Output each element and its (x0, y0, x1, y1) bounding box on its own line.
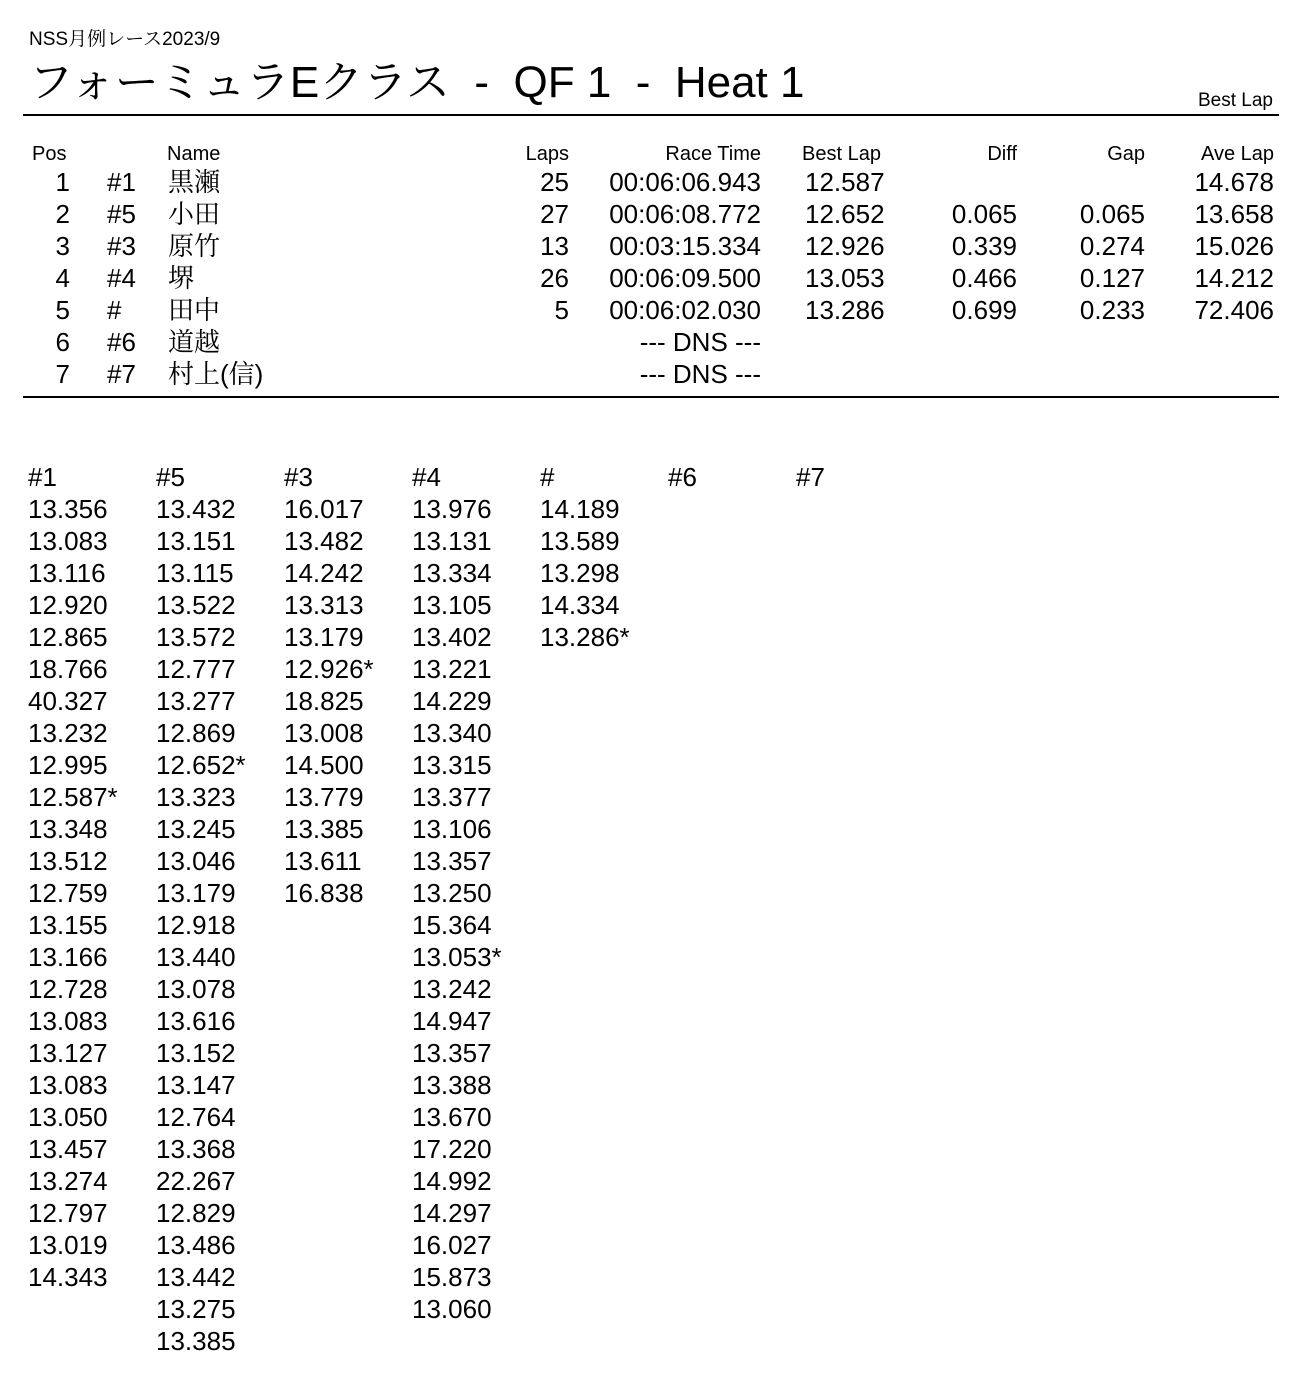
lap-time: 13.589 (540, 526, 620, 556)
result-race-time: 00:06:06.943 (609, 167, 761, 197)
result-pos: 7 (55, 359, 70, 389)
col-race-time: Race Time (665, 143, 761, 165)
lap-column (668, 461, 798, 493)
lap-time: 13.179 (156, 878, 236, 908)
lap-time: 13.313 (284, 590, 364, 620)
lap-time: 13.115 (156, 558, 234, 588)
result-name: 村上(信) (168, 359, 264, 389)
lap-time: 13.323 (156, 782, 236, 812)
lap-time: 12.652* (156, 750, 246, 780)
result-pos: 3 (55, 231, 70, 261)
lap-time: 14.992 (412, 1166, 492, 1196)
result-no: #3 (107, 231, 136, 261)
result-diff: 0.339 (951, 231, 1017, 261)
lap-time: 14.947 (412, 1006, 492, 1036)
result-best-lap: 13.286 (805, 295, 885, 325)
report-title: フォーミュラEクラス - QF 1 - Heat 1 (29, 58, 805, 107)
result-ave-lap: 14.678 (1194, 167, 1274, 197)
result-diff: 0.699 (951, 295, 1017, 325)
lap-time: 13.388 (412, 1070, 492, 1100)
result-laps: 27 (540, 199, 569, 229)
lap-time: 13.357 (412, 1038, 492, 1068)
result-name: 小田 (168, 199, 221, 229)
lap-time: 13.402 (412, 622, 492, 652)
lap-time: 13.572 (156, 622, 236, 652)
result-name: 道越 (168, 327, 221, 357)
col-pos: Pos (32, 143, 67, 165)
lap-time: 13.315 (412, 750, 492, 780)
result-best-lap: 12.587 (805, 167, 885, 197)
lap-column-header: #6 (668, 462, 697, 492)
lap-time: 12.759 (28, 878, 108, 908)
bottom-divider (23, 396, 1279, 398)
lap-time: 22.267 (156, 1166, 236, 1196)
result-pos: 1 (55, 167, 70, 197)
lap-time: 14.229 (412, 686, 492, 716)
lap-time: 12.926* (284, 654, 374, 684)
report-subtitle: NSS月例レース2023/9 (29, 29, 221, 50)
lap-time: 13.250 (412, 878, 492, 908)
result-race-time: 00:06:08.772 (609, 199, 761, 229)
lap-time: 18.766 (28, 654, 108, 684)
result-best-lap: 13.053 (805, 263, 885, 293)
lap-time: 13.050 (28, 1102, 108, 1132)
lap-column (284, 461, 414, 909)
col-best-lap: Best Lap (802, 143, 881, 165)
lap-time: 13.340 (412, 718, 492, 748)
lap-time: 17.220 (412, 1134, 492, 1164)
col-gap: Gap (1107, 143, 1145, 165)
lap-time: 13.053* (412, 942, 502, 972)
result-pos: 2 (55, 199, 70, 229)
col-laps: Laps (525, 143, 569, 165)
lap-time: 13.356 (28, 494, 108, 524)
result-race-time: 00:06:09.500 (609, 263, 761, 293)
lap-time: 13.348 (28, 814, 108, 844)
lap-time: 13.616 (156, 1006, 236, 1036)
lap-time: 13.106 (412, 814, 492, 844)
lap-column (412, 461, 542, 1325)
lap-time: 13.019 (28, 1230, 108, 1260)
lap-time: 12.797 (28, 1198, 108, 1228)
lap-time: 13.277 (156, 686, 236, 716)
lap-time: 15.364 (412, 910, 492, 940)
result-no: # (107, 295, 122, 325)
lap-time: 13.385 (284, 814, 364, 844)
lap-time: 14.343 (28, 1262, 108, 1292)
lap-time: 16.017 (284, 494, 364, 524)
lap-time: 13.298 (540, 558, 620, 588)
result-gap: 0.274 (1079, 231, 1145, 261)
result-ave-lap: 13.658 (1194, 199, 1274, 229)
result-ave-lap: 15.026 (1194, 231, 1274, 261)
lap-column (796, 461, 926, 493)
lap-time: 13.432 (156, 494, 236, 524)
lap-time: 12.764 (156, 1102, 236, 1132)
col-ave-lap: Ave Lap (1200, 143, 1274, 165)
lap-column-header: #5 (156, 462, 185, 492)
lap-time: 13.105 (412, 590, 492, 620)
lap-time: 18.825 (284, 686, 364, 716)
result-gap: 0.127 (1079, 263, 1145, 293)
lap-time: 12.865 (28, 622, 108, 652)
sort-label: Best Lap (1198, 90, 1273, 111)
lap-time: 13.083 (28, 526, 108, 556)
result-race-time: 00:03:15.334 (609, 231, 761, 261)
lap-time: 12.995 (28, 750, 108, 780)
result-best-lap: 12.652 (805, 199, 885, 229)
lap-time: 12.728 (28, 974, 108, 1004)
lap-time: 40.327 (28, 686, 108, 716)
lap-time: 13.275 (156, 1294, 236, 1324)
lap-time: 13.334 (412, 558, 492, 588)
result-gap: 0.233 (1079, 295, 1145, 325)
lap-column (28, 461, 158, 1293)
lap-time: 14.242 (284, 558, 364, 588)
lap-time: 13.232 (28, 718, 108, 748)
lap-time: 13.127 (28, 1038, 108, 1068)
lap-time: 13.274 (28, 1166, 108, 1196)
result-ave-lap: 72.406 (1194, 295, 1274, 325)
lap-time: 14.500 (284, 750, 364, 780)
result-no: #1 (107, 167, 136, 197)
lap-column-header: #7 (796, 462, 825, 492)
lap-time: 13.779 (284, 782, 364, 812)
lap-time: 13.046 (156, 846, 236, 876)
lap-time: 13.221 (412, 654, 492, 684)
result-pos: 4 (55, 263, 70, 293)
result-race-time: --- DNS --- (639, 359, 761, 389)
lap-time: 16.838 (284, 878, 364, 908)
lap-time: 16.027 (412, 1230, 492, 1260)
lap-time: 13.286* (540, 622, 630, 652)
lap-time: 14.297 (412, 1198, 492, 1228)
lap-column-header: # (540, 462, 555, 492)
result-name: 堺 (168, 263, 195, 293)
result-race-time: --- DNS --- (639, 327, 761, 357)
lap-time: 13.151 (156, 526, 236, 556)
lap-time: 13.179 (284, 622, 364, 652)
result-laps: 5 (554, 295, 569, 325)
lap-time: 12.777 (156, 654, 236, 684)
result-no: #5 (107, 199, 136, 229)
lap-time: 13.245 (156, 814, 236, 844)
result-laps: 26 (540, 263, 569, 293)
lap-time: 13.976 (412, 494, 492, 524)
result-no: #6 (107, 327, 136, 357)
col-diff: Diff (987, 143, 1017, 165)
lap-time: 13.442 (156, 1262, 236, 1292)
lap-time: 14.334 (540, 590, 620, 620)
lap-time: 14.189 (540, 494, 620, 524)
result-laps: 13 (540, 231, 569, 261)
col-name: Name (167, 143, 221, 165)
lap-time: 13.368 (156, 1134, 236, 1164)
lap-time: 13.357 (412, 846, 492, 876)
lap-time: 15.873 (412, 1262, 492, 1292)
result-pos: 5 (55, 295, 70, 325)
result-name: 原竹 (168, 231, 221, 261)
lap-time: 13.377 (412, 782, 492, 812)
lap-time: 13.512 (28, 846, 108, 876)
lap-time: 13.242 (412, 974, 492, 1004)
lap-time: 13.083 (28, 1006, 108, 1036)
lap-time: 13.611 (284, 846, 362, 876)
result-name: 黒瀬 (168, 167, 221, 197)
lap-time: 13.457 (28, 1134, 108, 1164)
result-no: #4 (107, 263, 136, 293)
lap-time: 12.918 (156, 910, 236, 940)
result-laps: 25 (540, 167, 569, 197)
lap-column-header: #3 (284, 462, 313, 492)
lap-time: 12.869 (156, 718, 236, 748)
result-pos: 6 (55, 327, 70, 357)
lap-time: 12.829 (156, 1198, 236, 1228)
lap-time: 13.670 (412, 1102, 492, 1132)
lap-time: 13.155 (28, 910, 108, 940)
lap-time: 13.131 (412, 526, 492, 556)
lap-column-header: #4 (412, 462, 441, 492)
lap-time: 13.486 (156, 1230, 236, 1260)
lap-time: 13.060 (412, 1294, 492, 1324)
lap-time: 13.078 (156, 974, 236, 1004)
lap-time: 12.587* (28, 782, 118, 812)
lap-time: 13.116 (28, 558, 106, 588)
top-divider (23, 114, 1279, 116)
result-diff: 0.065 (951, 199, 1017, 229)
lap-time: 13.482 (284, 526, 364, 556)
result-race-time: 00:06:02.030 (609, 295, 761, 325)
lap-time: 13.152 (156, 1038, 236, 1068)
result-name: 田中 (168, 295, 221, 325)
lap-time: 13.440 (156, 942, 236, 972)
lap-column (540, 461, 670, 653)
lap-time: 13.385 (156, 1326, 236, 1356)
result-no: #7 (107, 359, 136, 389)
result-best-lap: 12.926 (805, 231, 885, 261)
result-gap: 0.065 (1079, 199, 1145, 229)
lap-time: 13.166 (28, 942, 108, 972)
lap-time: 12.920 (28, 590, 108, 620)
result-diff: 0.466 (951, 263, 1017, 293)
result-ave-lap: 14.212 (1194, 263, 1274, 293)
lap-column (156, 461, 286, 1357)
lap-time: 13.522 (156, 590, 236, 620)
lap-time: 13.147 (156, 1070, 236, 1100)
lap-time: 13.008 (284, 718, 364, 748)
lap-column-header: #1 (28, 462, 57, 492)
lap-time: 13.083 (28, 1070, 108, 1100)
